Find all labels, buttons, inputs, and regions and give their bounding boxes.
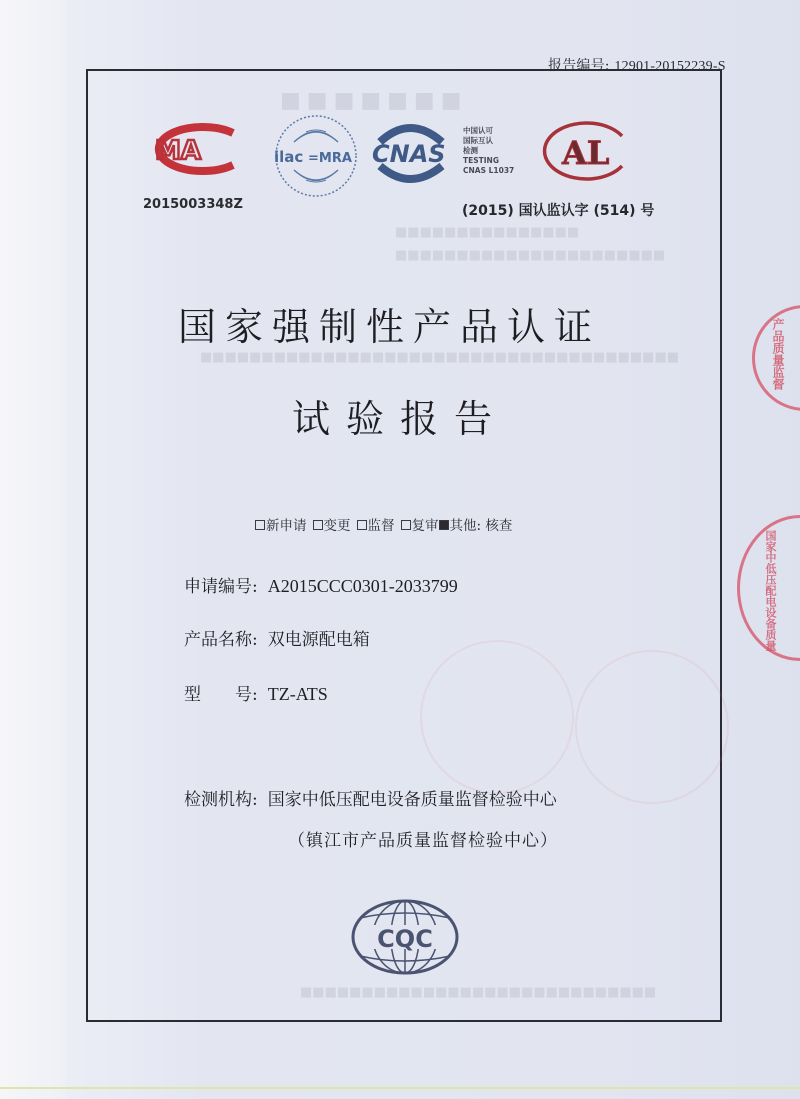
option-label: 其他: 核查 [449, 518, 513, 534]
document-title: 国家强制性产品认证 [178, 305, 602, 349]
cqc-globe-icon [350, 898, 460, 976]
svg-text:MA: MA [155, 136, 201, 166]
document-subtitle: 试验报告 [292, 397, 509, 441]
cnas-logo [370, 120, 450, 190]
stamp-text: 产品质量监督 [771, 318, 785, 390]
ilac-globe-icon [272, 112, 360, 200]
page-edge [0, 0, 66, 1099]
faint-seal-shadow [420, 640, 574, 794]
field-label: 型 号: [184, 685, 258, 705]
page-bottom-line [0, 1087, 800, 1089]
model-field [184, 680, 328, 705]
svg-text:=MRA: =MRA [308, 151, 352, 166]
field-label: 申请编号: [184, 577, 258, 597]
cnas-accreditation-text [463, 126, 514, 176]
field-value: 国家中低压配电设备质量监督检验中心 [267, 790, 557, 810]
product-name-field [184, 625, 370, 650]
checkbox-icon[interactable] [313, 520, 323, 530]
bleed-through-text: ■■■■■■■ [280, 88, 468, 113]
svg-text:AL: AL [562, 134, 610, 172]
institution-alt-name: （镇江市产品质量监督检验中心） [288, 831, 558, 851]
svg-text:CQC: CQC [377, 925, 433, 953]
cnas-mark-icon [370, 120, 450, 186]
option-new-application[interactable] [255, 514, 307, 534]
option-supervision[interactable] [357, 514, 395, 534]
report-number-label: 报告编号: [548, 58, 610, 74]
cal-logo [540, 120, 630, 186]
cma-mark-icon [145, 123, 241, 175]
cnas-line: TESTING [463, 156, 499, 165]
institution-field [184, 785, 557, 810]
option-label: 变更 [323, 518, 351, 534]
cal-mark-icon [540, 120, 630, 182]
option-change[interactable] [313, 514, 351, 534]
cma-logo [145, 123, 241, 179]
faint-seal-shadow [575, 650, 729, 804]
stamp-text: 国家中低压配电设备质量 [764, 530, 777, 651]
option-label: 监督 [367, 518, 395, 534]
bleed-through-text: ■■■■■■■■■■■■■■■■■■■■■■■■■■■■■■■■■■■■■■■ [200, 350, 680, 365]
cnas-line: CNAS L1037 [463, 166, 515, 175]
field-label: 检测机构: [184, 790, 258, 810]
option-review[interactable] [401, 514, 439, 534]
checkbox-icon[interactable] [255, 520, 265, 530]
checkbox-checked-icon[interactable] [439, 520, 449, 530]
svg-text:CNAS: CNAS [372, 140, 446, 168]
field-value: TZ-ATS [267, 684, 328, 704]
application-type-options [255, 514, 518, 534]
option-other[interactable] [439, 514, 513, 534]
cma-code: 2015003348Z [143, 197, 243, 212]
ilac-mra-logo [272, 112, 360, 204]
cqc-logo [350, 898, 460, 980]
field-label: 产品名称: [184, 630, 258, 650]
field-value: A2015CCC0301-2033799 [267, 576, 458, 596]
cnas-line: 国际互认 [463, 136, 493, 145]
cnas-line: 检测 [463, 146, 478, 155]
checkbox-icon[interactable] [357, 520, 367, 530]
report-number-value: 12901-20152239-S [614, 59, 726, 74]
bleed-through-text: ■■■■■■■■■■■■■■■ [395, 225, 580, 240]
application-number-field [184, 572, 458, 597]
checkbox-icon[interactable] [401, 520, 411, 530]
option-label: 新申请 [266, 518, 307, 534]
field-value: 双电源配电箱 [267, 630, 370, 650]
svg-text:ilac: ilac [274, 148, 304, 166]
bleed-through-text: ■■■■■■■■■■■■■■■■■■■■■■■■■■■■■ [300, 985, 657, 1000]
option-label: 复审 [411, 518, 439, 534]
bleed-through-text: ■■■■■■■■■■■■■■■■■■■■■■ [395, 248, 666, 263]
cal-certificate-number: (2015) 国认监认字 (514) 号 [462, 203, 655, 219]
cnas-line: 中国认可 [463, 126, 493, 135]
